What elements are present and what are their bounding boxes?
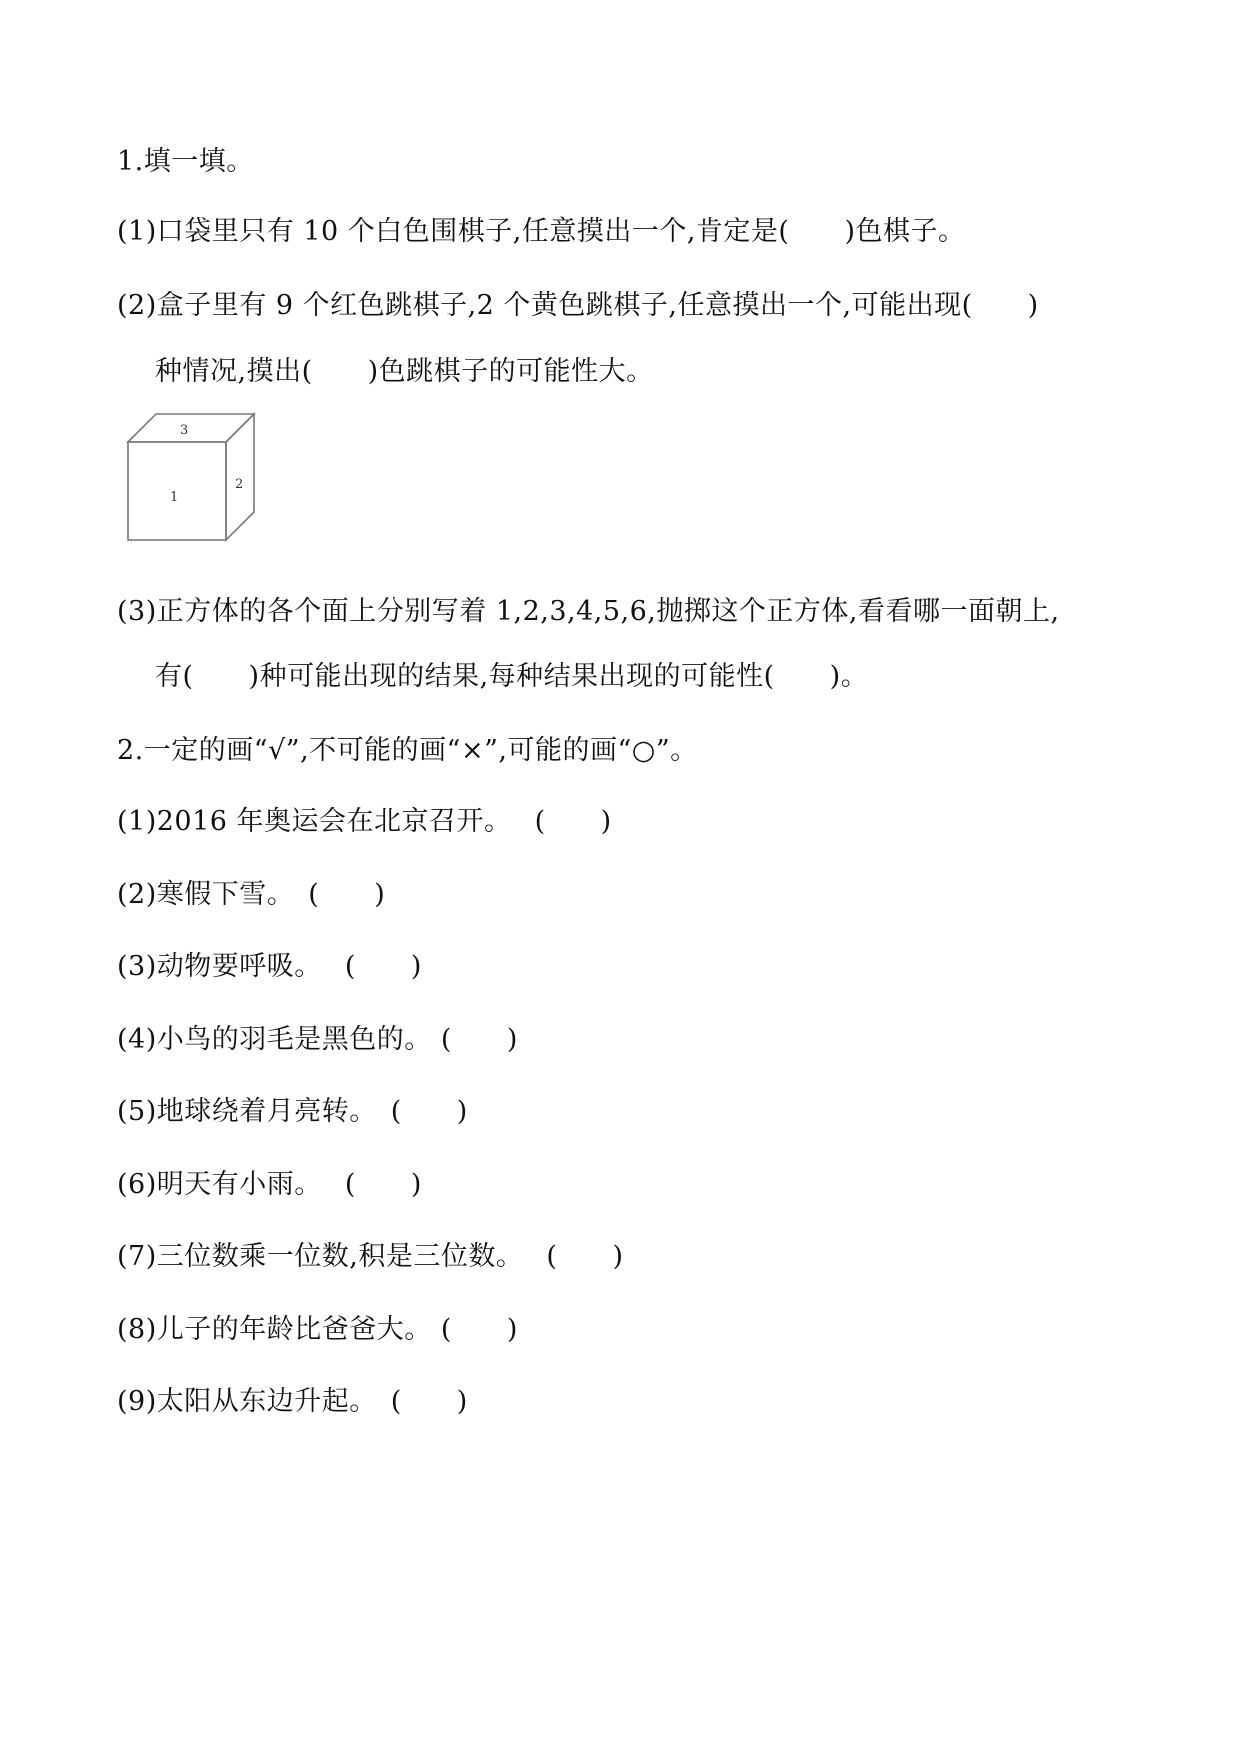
section-1-heading: 1.填一填。 <box>117 146 254 177</box>
judge-item: (1)2016 年奥运会在北京召开。 ( ) <box>117 806 612 837</box>
judge-item: (7)三位数乘一位数,积是三位数。 ( ) <box>117 1241 624 1272</box>
question-1-1: (1)口袋里只有 10 个白色围棋子,任意摸出一个,肯定是( )色棋子。 <box>117 216 966 247</box>
cube-figure <box>126 412 266 542</box>
judge-item: (3)动物要呼吸。 ( ) <box>117 951 422 982</box>
judge-item: (8)儿子的年龄比爸爸大。 ( ) <box>117 1314 518 1345</box>
question-1-3-line-1: (3)正方体的各个面上分别写着 1,2,3,4,5,6,抛掷这个正方体,看看哪一面朝上, <box>117 596 1060 627</box>
judge-item: (9)太阳从东边升起。 ( ) <box>117 1386 468 1417</box>
judge-item: (6)明天有小雨。 ( ) <box>117 1169 422 1200</box>
cube-front-label: 1 <box>170 490 179 505</box>
cube-top-label: 3 <box>180 423 189 438</box>
section-2-heading: 2.一定的画“√”,不可能的画“×”,可能的画“○”。 <box>117 735 698 766</box>
judge-item: (4)小鸟的羽毛是黑色的。 ( ) <box>117 1024 518 1055</box>
question-1-3-line-2: 有( )种可能出现的结果,每种结果出现的可能性( )。 <box>155 661 869 692</box>
cube-top-face <box>128 414 254 442</box>
judge-item: (2)寒假下雪。 ( ) <box>117 879 386 910</box>
cube-side-label: 2 <box>235 477 244 492</box>
question-1-2-line-1: (2)盒子里有 9 个红色跳棋子,2 个黄色跳棋子,任意摸出一个,可能出现( ) <box>117 290 1039 321</box>
judge-item: (5)地球绕着月亮转。 ( ) <box>117 1096 468 1127</box>
question-1-2-line-2: 种情况,摸出( )色跳棋子的可能性大。 <box>155 356 654 387</box>
